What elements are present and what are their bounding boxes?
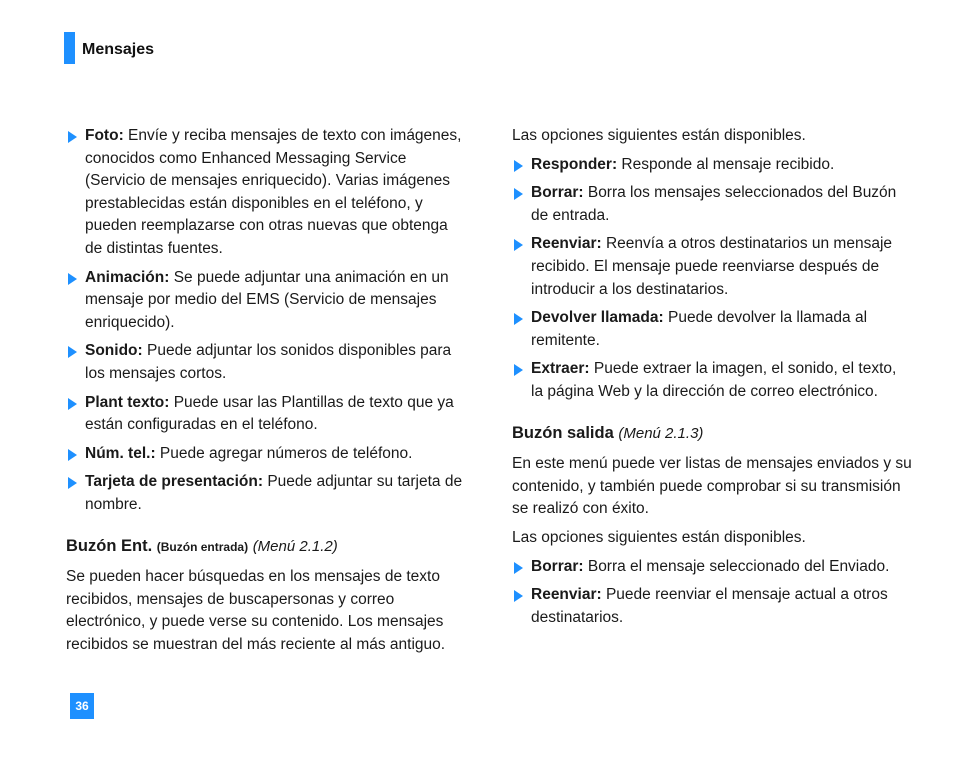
item-text: Puede adjuntar los sonidos disponibles para los mensajes cortos. [85, 342, 452, 382]
list-item-sonido [66, 340, 466, 385]
item-term: Responder: [531, 155, 618, 173]
bullet-arrow-icon [68, 346, 77, 358]
right-column [512, 125, 912, 635]
page-number-badge: 36 [70, 693, 94, 719]
bullet-arrow-icon [68, 398, 77, 410]
item-text: Envíe y reciba mensajes de texto con imágenes, conocidos como Enhanced Messaging Service (Servicio de mensajes enriquecido). Varias imágenes prestablecidas están disponibles en el teléfono, y pueden reemplazarse con otras nuevas que obtenga de distintas fuentes. [85, 127, 462, 257]
bullet-arrow-icon [68, 273, 77, 285]
section-paragraph: Se pueden hacer búsquedas en los mensajes de texto recibidos, mensajes de buscapersonas y correo electrónico, y puede verse su contenido. Los mensajes recibidos se muestran del más reciente al más antiguo. [66, 568, 446, 653]
item-text: Puede adjuntar su tarjeta de nombre. [85, 473, 463, 513]
section-title: Buzón salida [512, 423, 614, 442]
section-menu-ref: (Menú 2.1.2) [252, 537, 338, 555]
list-item-devolver-llamada [512, 307, 912, 352]
item-text: Puede agregar números de teléfono. [155, 444, 413, 462]
bullet-arrow-icon [514, 239, 523, 251]
list-item-extraer [512, 358, 912, 403]
options-intro: Las opciones siguientes están disponibles. [512, 127, 806, 144]
item-term: Núm. tel.: [85, 444, 156, 462]
item-text: Borra el mensaje seleccionado del Enviado. [583, 557, 890, 575]
options-intro: Las opciones siguientes están disponibles. [512, 528, 806, 546]
item-term: Sonido: [85, 342, 143, 360]
section-heading-buzon-ent [66, 535, 466, 559]
item-term: Reenviar: [531, 586, 602, 604]
list-item-plant-texto [66, 392, 466, 437]
bullet-arrow-icon [514, 562, 523, 574]
bullet-arrow-icon [68, 477, 77, 489]
list-item-foto [66, 125, 466, 261]
list-item-animacion [66, 267, 466, 335]
item-term: Foto: [85, 127, 124, 144]
item-term: Extraer: [531, 360, 590, 378]
bullet-arrow-icon [514, 590, 523, 602]
list-item-num-tel [66, 443, 466, 466]
list-item-borrar-enviado [512, 556, 912, 579]
item-term: Tarjeta de presentación: [85, 473, 264, 491]
list-item-reenviar [512, 233, 912, 301]
list-item-tarjeta [66, 471, 466, 516]
item-text: Se puede adjuntar una animación en un mensaje por medio del EMS (Servicio de mensajes enriquecido). [85, 268, 449, 331]
left-column [66, 125, 466, 662]
section-title: Buzón Ent. [66, 536, 153, 555]
item-term: Reenviar: [531, 235, 602, 253]
bullet-arrow-icon [68, 131, 77, 143]
list-item-reenviar-enviado [512, 584, 912, 629]
bullet-arrow-icon [514, 160, 523, 172]
item-text: Puede usar las Plantillas de texto que ya están configuradas en el teléfono. [85, 393, 454, 434]
page-header-title: Mensajes [82, 41, 155, 58]
section-paragraph: En este menú puede ver listas de mensajes enviados y su contenido, y también puede comprobar si su transmisión se realizó con éxito. [512, 455, 912, 518]
bullet-arrow-icon [514, 313, 523, 325]
section-subtitle: (Buzón entrada) [156, 539, 249, 554]
item-term: Plant texto: [85, 393, 170, 411]
item-text: Reenvía a otros destinatarios un mensaje recibido. El mensaje puede reenviarse después de introducir a los destinatarios. [531, 235, 893, 298]
bullet-arrow-icon [68, 449, 77, 461]
item-text: Borra los mensajes seleccionados del Buzón de entrada. [531, 184, 897, 224]
item-term: Borrar: [531, 557, 584, 575]
list-item-borrar [512, 182, 912, 227]
item-text: Puede reenviar el mensaje actual a otros destinatarios. [531, 586, 888, 626]
item-text: Responde al mensaje recibido. [617, 155, 835, 173]
item-term: Borrar: [531, 184, 584, 202]
bullet-arrow-icon [514, 364, 523, 376]
list-item-responder [512, 154, 912, 177]
section-heading-buzon-salida [512, 422, 912, 446]
bullet-arrow-icon [514, 188, 523, 200]
item-text: Puede devolver la llamada al remitente. [531, 309, 868, 349]
section-menu-ref: (Menú 2.1.3) [618, 424, 704, 442]
item-term: Animación: [85, 268, 170, 286]
item-text: Puede extraer la imagen, el sonido, el texto, la página Web y la dirección de correo electrónico. [531, 360, 897, 400]
item-term: Devolver llamada: [531, 309, 664, 327]
header-accent-bar [64, 32, 75, 64]
